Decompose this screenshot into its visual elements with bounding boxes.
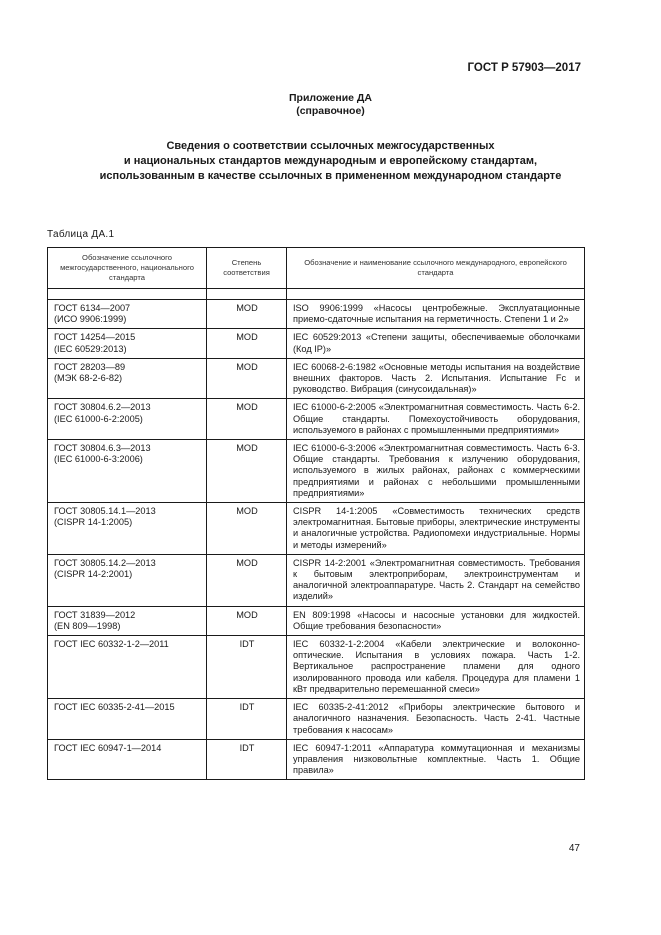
international-standard-cell: CISPR 14-1:2005 «Совместимость технических средств электромагнитная. Бытовые приборы, электрические инструменты и аналогичные устройства. Радиопомехи индустриальные. Нормы и методы измерений» <box>287 503 585 555</box>
appendix-label: Приложение ДА <box>289 92 372 104</box>
table-row <box>48 606 585 635</box>
national-standard-id: ГОСТ IEC 60332-1-2—2011 <box>54 639 169 650</box>
international-standard-cell: IEC 60068-2-6:1982 «Основные методы испытания на воздействие внешних факторов. Часть 2. Испытания. Испытание Fc и руководство. Вибрация (синусоидальная)» <box>287 358 585 399</box>
source-standard-id: (МЭК 68-2-6-82) <box>54 373 123 384</box>
degree-cell: MOD <box>207 554 287 606</box>
table-row <box>48 329 585 358</box>
title-line-1: Сведения о соответствии ссылочных межгосударственных <box>166 140 495 152</box>
degree-cell: IDT <box>207 699 287 740</box>
national-standard-cell <box>48 358 207 399</box>
source-standard-id: (IEC 61000-6-2:2005) <box>54 413 143 424</box>
header-degree: Степень соответствия <box>207 248 287 289</box>
national-standard-cell <box>48 739 207 780</box>
table-row <box>48 739 585 780</box>
national-standard-cell <box>48 329 207 358</box>
degree-cell: MOD <box>207 329 287 358</box>
degree-cell: MOD <box>207 300 287 329</box>
national-standard-cell <box>48 554 207 606</box>
national-standard-cell <box>48 399 207 440</box>
header-separator <box>48 289 585 300</box>
appendix-title <box>0 139 661 184</box>
national-standard-cell <box>48 606 207 635</box>
international-standard-cell: IEC 60335-2-41:2012 «Приборы электрические бытового и аналогичного назначения. Безопасность. Часть 2-41. Частные требования к насосам» <box>287 699 585 740</box>
separator-cell <box>48 289 207 300</box>
international-standard-cell: IEC 61000-6-2:2005 «Электромагнитная совместимость. Часть 6-2. Общие стандарты. Помехоустойчивость оборудования, используемого в районах с промышленными предприятиями» <box>287 399 585 440</box>
table-header-row <box>48 248 585 289</box>
national-standard-id: ГОСТ 30804.6.3—2013 <box>54 443 151 454</box>
table-row <box>48 699 585 740</box>
international-standard-cell: IEC 60529:2013 «Степени защиты, обеспечиваемые оболочками (Код IP)» <box>287 329 585 358</box>
degree-cell: IDT <box>207 739 287 780</box>
table-row <box>48 636 585 699</box>
national-standard-id: ГОСТ IEC 60947-1—2014 <box>54 742 162 753</box>
title-line-2: и национальных стандартов международным и европейскому стандартам, <box>123 155 538 167</box>
degree-cell: IDT <box>207 636 287 699</box>
degree-cell: MOD <box>207 358 287 399</box>
page-number: 47 <box>568 843 580 854</box>
national-standard-id: ГОСТ 31839—2012 <box>54 609 136 620</box>
table-row <box>48 358 585 399</box>
table-body <box>48 289 585 780</box>
table-row <box>48 399 585 440</box>
international-standard-cell: EN 809:1998 «Насосы и насосные установки для жидкостей. Общие требования безопасности» <box>287 606 585 635</box>
national-standard-id: ГОСТ 14254—2015 <box>54 332 136 343</box>
national-standard-id: ГОСТ 30805.14.1—2013 <box>54 506 156 517</box>
international-standard-cell: IEC 60947-1:2011 «Аппаратура коммутационная и механизмы управления низковольтные комплектные. Часть 1. Общие правила» <box>287 739 585 780</box>
degree-cell: MOD <box>207 440 287 503</box>
source-standard-id: (CISPR 14-1:2005) <box>54 517 133 528</box>
national-standard-id: ГОСТ 6134—2007 <box>54 303 131 313</box>
separator-cell <box>287 289 585 300</box>
source-standard-id: (CISPR 14-2:2001) <box>54 569 133 580</box>
national-standard-cell <box>48 699 207 740</box>
national-standard-id: ГОСТ 30804.6.2—2013 <box>54 402 151 413</box>
title-line-3: использованным в качестве ссылочных в примененном международном стандарте <box>99 170 562 182</box>
national-standard-cell <box>48 300 207 329</box>
source-standard-id: (ИСО 9906:1999) <box>54 314 127 325</box>
national-standard-cell <box>48 636 207 699</box>
reference-standards-table <box>47 247 585 780</box>
international-standard-cell: IEC 61000-6-3:2006 «Электромагнитная совместимость. Часть 6-3. Общие стандарты. Требования к излучению оборудования, используемого в жилых районах, районах с коммерческими предприятиями и районах с небольшими промышленными предприятиями» <box>287 440 585 503</box>
national-standard-id: ГОСТ 30805.14.2—2013 <box>54 557 156 568</box>
source-standard-id: (EN 809—1998) <box>54 620 121 631</box>
source-standard-id: (IEC 61000-6-3:2006) <box>54 454 143 465</box>
table-row <box>48 503 585 555</box>
separator-cell <box>207 289 287 300</box>
degree-cell: MOD <box>207 503 287 555</box>
international-standard-cell: CISPR 14-2:2001 «Электромагнитная совместимость. Требования к бытовым электроприборам, электроинструментам и аналогичной электроаппаратуре. Часть 2. Стандарт на семейство изделий» <box>287 554 585 606</box>
national-standard-cell <box>48 440 207 503</box>
national-standard-id: ГОСТ IEC 60335-2-41—2015 <box>54 702 175 713</box>
degree-cell: MOD <box>207 399 287 440</box>
appendix-type: (справочное) <box>296 105 365 117</box>
table-row <box>48 554 585 606</box>
header-international-standard: Обозначение и наименование ссылочного международного, европейского стандарта <box>287 248 585 289</box>
standard-designation: ГОСТ Р 57903—2017 <box>467 62 581 74</box>
source-standard-id: (IEC 60529:2013) <box>54 343 127 354</box>
national-standard-id: ГОСТ 28203—89 <box>54 361 126 372</box>
header-national-standard: Обозначение ссылочного межгосударственного, национального стандарта <box>48 248 207 289</box>
table-caption: Таблица ДА.1 <box>47 229 115 240</box>
table-row <box>48 440 585 503</box>
international-standard-cell: IEC 60332-1-2:2004 «Кабели электрические и волоконно-оптические. Испытания в условиях пожара. Часть 1-2. Вертикальное распространение пламени для одного изолированного провода или кабеля. Процедура для пламени 1 кВт предварительно перемешанной смеси» <box>287 636 585 699</box>
appendix-heading <box>0 92 661 118</box>
international-standard-cell: ISO 9906:1999 «Насосы центробежные. Эксплуатационные приемо-сдаточные испытания на герметичность. Степени 1 и 2» <box>287 300 585 329</box>
degree-cell: MOD <box>207 606 287 635</box>
table-row <box>48 300 585 329</box>
national-standard-cell <box>48 503 207 555</box>
